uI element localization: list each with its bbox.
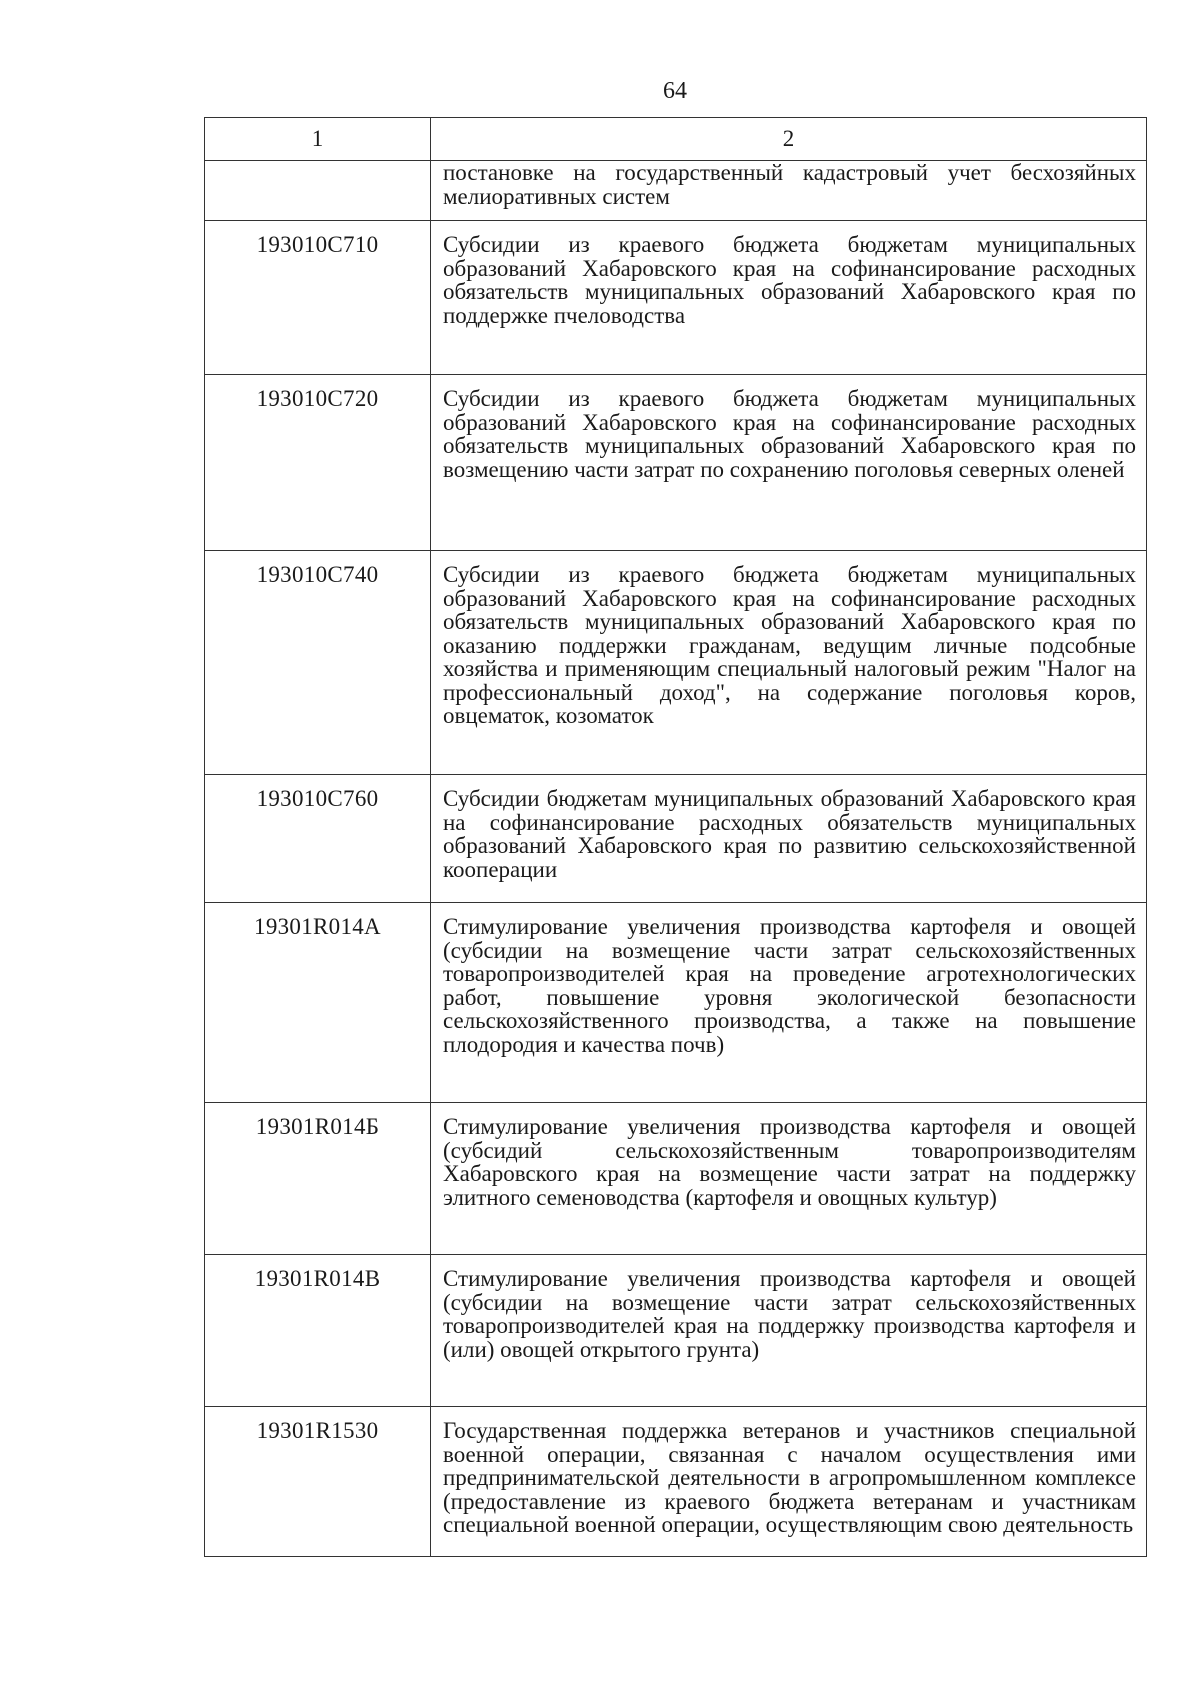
page-number: 64 (663, 78, 687, 104)
table-row (205, 551, 1147, 775)
table-row (205, 1407, 1147, 1557)
row-description: постановке на государственный кадастровый учет бесхозяйных мелиоративных систем (431, 161, 1147, 221)
row-code (205, 161, 431, 221)
row-code: 193010С740 (205, 551, 431, 775)
table-row (205, 903, 1147, 1103)
row-description: Субсидии из краевого бюджета бюджетам муниципальных образований Хабаровского края на софинансирование расходных обязательств муниципальных образований Хабаровского края по возмещению части затрат по сохранению поголовья северных оленей (431, 375, 1147, 551)
row-code: 19301R014Б (205, 1103, 431, 1255)
table-row (205, 1103, 1147, 1255)
table-row (205, 161, 1147, 221)
table-row (205, 775, 1147, 903)
column-header-code: 1 (205, 118, 431, 161)
row-code: 193010С720 (205, 375, 431, 551)
row-code: 19301R014А (205, 903, 431, 1103)
row-description: Субсидии бюджетам муниципальных образований Хабаровского края на софинансирование расходных обязательств муниципальных образований Хабаровского края по развитию сельскохозяйственной кооперации (431, 775, 1147, 903)
table-row (205, 375, 1147, 551)
table-row (205, 1255, 1147, 1407)
table-header-row (205, 118, 1147, 161)
row-description: Стимулирование увеличения производства картофеля и овощей (субсидии на возмещение части затрат сельскохозяйственных товаропроизводителей края на проведение агротехнологических работ, повышение уровня экологической безопасности сельскохозяйственного производства, а также на повышение плодородия и качества почв) (431, 903, 1147, 1103)
column-header-description: 2 (431, 118, 1147, 161)
row-code: 193010С760 (205, 775, 431, 903)
row-description: Субсидии из краевого бюджета бюджетам муниципальных образований Хабаровского края на софинансирование расходных обязательств муниципальных образований Хабаровского края по поддержке пчеловодства (431, 221, 1147, 375)
row-description: Субсидии из краевого бюджета бюджетам муниципальных образований Хабаровского края на софинансирование расходных обязательств муниципальных образований Хабаровского края по оказанию поддержки гражданам, ведущим личные подсобные хозяйства и применяющим специальный налоговый режим "Налог на профессиональный доход", на содержание поголовья коров, овцематок, козоматок (431, 551, 1147, 775)
row-description: Стимулирование увеличения производства картофеля и овощей (субсидии на возмещение части затрат сельскохозяйственных товаропроизводителей края на поддержку производства картофеля и (или) овощей открытого грунта) (431, 1255, 1147, 1407)
table-row (205, 221, 1147, 375)
row-description: Стимулирование увеличения производства картофеля и овощей (субсидий сельскохозяйственным товаропроизводителям Хабаровского края на возмещение части затрат на поддержку элитного семеноводства (картофеля и овощных культур) (431, 1103, 1147, 1255)
row-code: 19301R014В (205, 1255, 431, 1407)
row-description: Государственная поддержка ветеранов и участников специальной военной операции, связанная с началом осуществления ими предпринимательской деятельности в агропромышленном комплексе (предоставление из краевого бюджета ветеранам и участникам специальной военной операции, осуществляющим свою деятельность (431, 1407, 1147, 1557)
budget-classification-table (204, 117, 1147, 1557)
row-code: 193010С710 (205, 221, 431, 375)
row-code: 19301R1530 (205, 1407, 431, 1557)
